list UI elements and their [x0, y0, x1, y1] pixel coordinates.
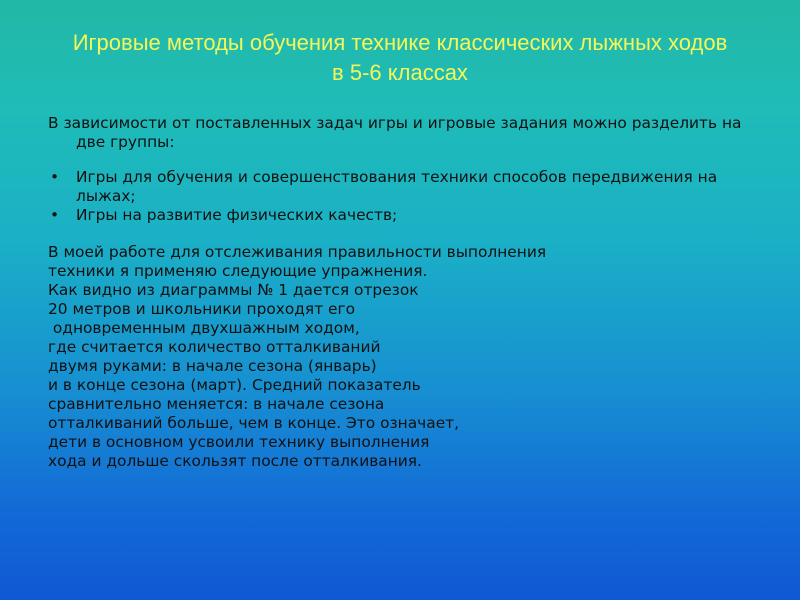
body-line: В моей работе для отслеживания правильности выполнения	[48, 243, 547, 261]
slide-title	[0, 28, 800, 88]
bullet-icon: •	[50, 168, 60, 186]
body-line: отталкиваний больше, чем в конце. Это означает,	[48, 414, 460, 432]
body-line: 20 метров и школьники проходят его	[48, 300, 356, 318]
body-line: Как видно из диаграммы № 1 дается отрезок	[48, 281, 419, 299]
slide-title-line-1: Игровые методы обучения технике классических лыжных ходов	[72, 30, 728, 55]
bullet-icon: •	[50, 206, 60, 224]
body-line: сравнительно меняется: в начале сезона	[48, 395, 385, 413]
body-line: дети в основном усвоили технику выполнения	[48, 433, 430, 451]
bullet-text: Игры на развитие физических качеств;	[76, 206, 398, 224]
body-line: одновременным двухшажным ходом,	[48, 319, 360, 337]
bullet-text: Игры для обучения и совершенствования техники способов передвижения на лыжах;	[76, 168, 718, 205]
intro-paragraph: В зависимости от поставленных задач игры и игровые задания можно разделить на две группы:	[48, 114, 742, 151]
body-line: двумя руками: в начале сезона (январь)	[48, 357, 377, 375]
slide-title-line-2: в 5-6 классах	[332, 60, 468, 85]
bullet-item	[48, 206, 748, 225]
body-line: хода и дольше скользят после отталкивания.	[48, 452, 422, 470]
body-line: техники я применяю следующие упражнения.	[48, 262, 428, 280]
slide-content	[48, 114, 748, 471]
body-line: где считается количество отталкиваний	[48, 338, 381, 356]
bullet-list	[48, 168, 748, 225]
body-paragraph	[48, 243, 748, 471]
body-line: и в конце сезона (март). Средний показатель	[48, 376, 421, 394]
bullet-item	[48, 168, 748, 206]
